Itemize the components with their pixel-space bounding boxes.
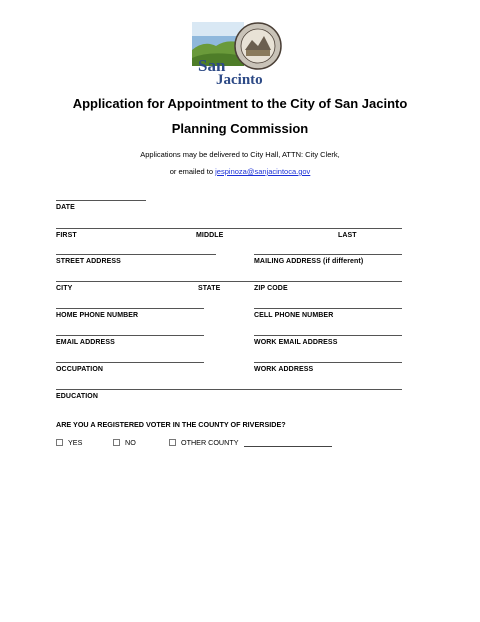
education-line[interactable] <box>56 389 402 390</box>
city-label: CITY <box>56 285 73 292</box>
mailing-address-label: MAILING ADDRESS (if different) <box>254 258 364 265</box>
education-label: EDUCATION <box>56 393 98 400</box>
work-email-line[interactable] <box>254 335 402 336</box>
cell-phone-line[interactable] <box>254 308 402 309</box>
other-county-label: OTHER COUNTY <box>181 438 239 447</box>
date-label: DATE <box>56 204 75 211</box>
no-checkbox[interactable] <box>113 439 120 446</box>
yes-checkbox[interactable] <box>56 439 63 446</box>
work-address-label: WORK ADDRESS <box>254 366 314 373</box>
home-phone-line[interactable] <box>56 308 204 309</box>
cell-phone-label: CELL PHONE NUMBER <box>254 312 334 319</box>
email-link[interactable]: jespinoza@sanjacintoca.gov <box>215 167 311 176</box>
voter-option-other-county[interactable] <box>169 438 332 447</box>
date-line[interactable] <box>56 200 146 201</box>
work-email-label: WORK EMAIL ADDRESS <box>254 339 338 346</box>
city-state-zip-line[interactable] <box>56 281 402 282</box>
email-address-line[interactable] <box>56 335 204 336</box>
middle-label: MIDDLE <box>196 232 224 239</box>
logo-text-san: San <box>198 56 226 75</box>
page-subtitle: Planning Commission <box>171 121 309 136</box>
other-county-checkbox[interactable] <box>169 439 176 446</box>
state-label: STATE <box>198 285 221 292</box>
first-label: FIRST <box>56 232 77 239</box>
email-prefix: or emailed to <box>169 167 216 176</box>
last-label: LAST <box>338 232 357 239</box>
email-note <box>0 167 480 176</box>
name-line[interactable] <box>56 228 402 229</box>
yes-label: YES <box>68 438 83 447</box>
home-phone-label: HOME PHONE NUMBER <box>56 312 139 319</box>
zip-label: ZIP CODE <box>254 285 288 292</box>
logo-text-jacinto: Jacinto <box>216 72 263 88</box>
voter-option-yes[interactable] <box>56 438 82 447</box>
street-address-line[interactable] <box>56 254 216 255</box>
work-address-line[interactable] <box>254 362 402 363</box>
city-logo <box>190 20 288 92</box>
voter-option-no[interactable] <box>113 438 136 447</box>
page-title: Application for Appointment to the City of San Jacinto <box>72 96 408 111</box>
email-address-label: EMAIL ADDRESS <box>56 339 115 346</box>
no-label: NO <box>125 438 136 447</box>
mailing-address-line[interactable] <box>254 254 402 255</box>
other-county-line[interactable] <box>244 439 332 447</box>
occupation-line[interactable] <box>56 362 204 363</box>
delivery-note: Applications may be delivered to City Hall, ATTN: City Clerk, <box>140 150 340 159</box>
street-address-label: STREET ADDRESS <box>56 258 121 265</box>
voter-question: ARE YOU A REGISTERED VOTER IN THE COUNTY OF RIVERSIDE? <box>56 420 286 429</box>
occupation-label: OCCUPATION <box>56 366 104 373</box>
